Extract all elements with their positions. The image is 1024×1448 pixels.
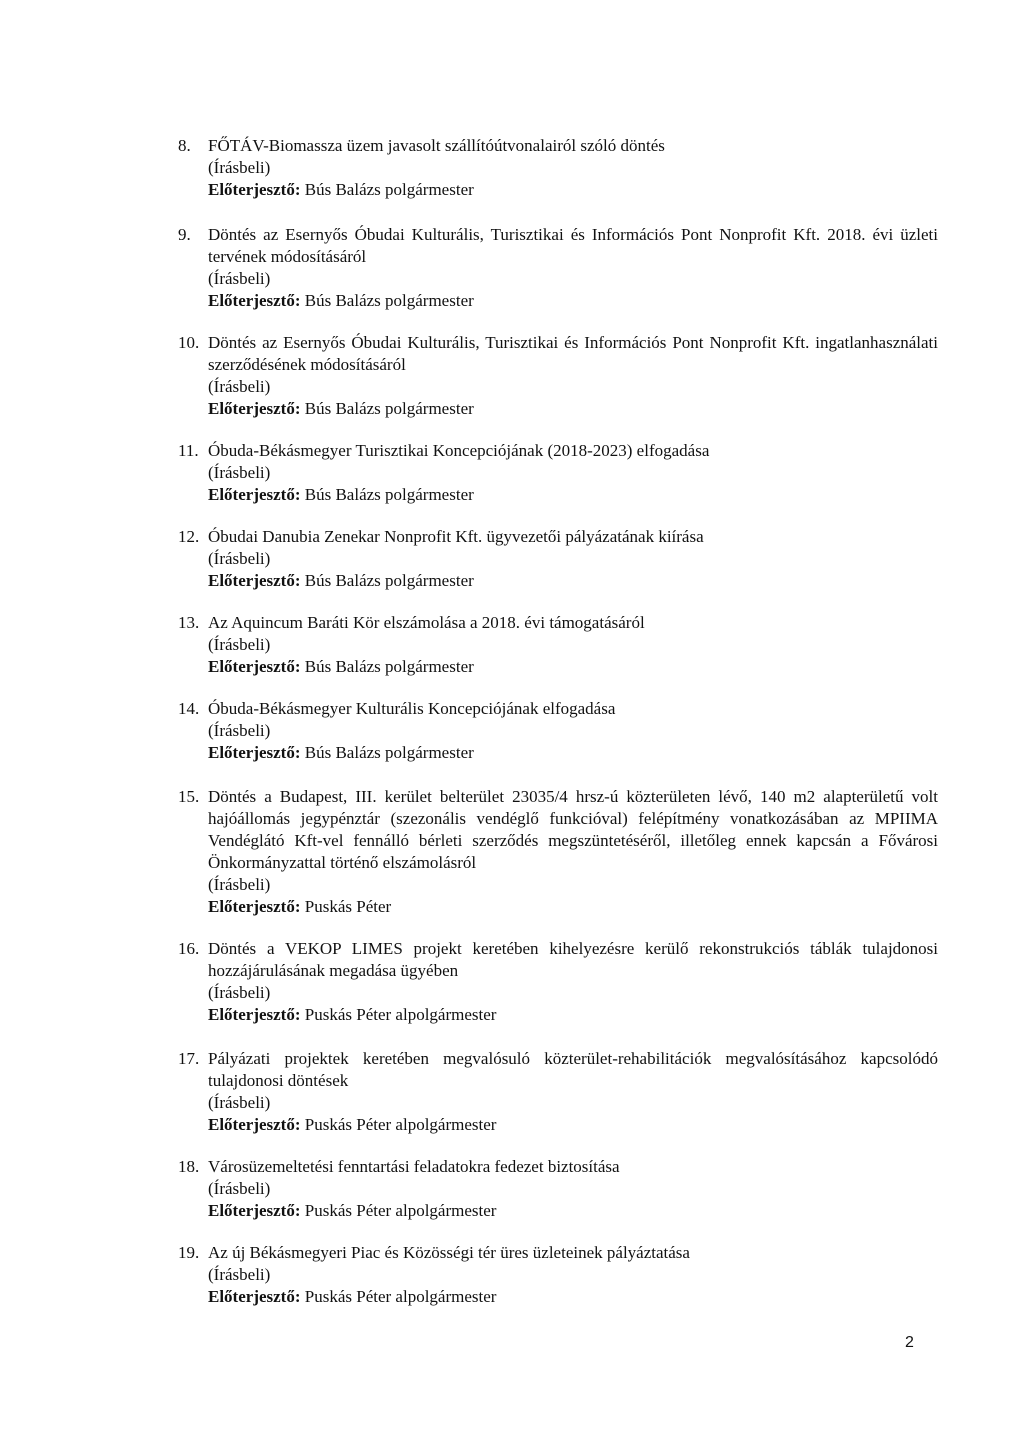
agenda-item-number: 16. [178,939,200,958]
agenda-item-18 [178,1156,938,1222]
agenda-item-title-text: Az új Békásmegyeri Piac és Közösségi tér üres üzleteinek pályáztatása [208,1243,690,1262]
agenda-item-presenter [178,484,938,506]
presenter-name: Bús Balázs polgármester [304,571,474,590]
presenter-label: Előterjesztő: [208,485,301,504]
agenda-item-type: (Írásbeli) [208,1265,271,1284]
agenda-item-type: (Írásbeli) [208,721,271,740]
presenter-label: Előterjesztő: [208,897,301,916]
agenda-item-presenter [178,290,938,312]
agenda-item-title-text: Városüzemeltetési fenntartási feladatokra fedezet biztosítása [208,1157,620,1176]
agenda-item-type: (Írásbeli) [208,1093,271,1112]
presenter-label: Előterjesztő: [208,1115,301,1134]
presenter-name: Bús Balázs polgármester [304,399,474,418]
agenda-item-title-text: Óbuda-Békásmegyer Kulturális Koncepciójának elfogadása [208,699,616,718]
agenda-item-presenter [178,1004,938,1026]
agenda-item-type: (Írásbeli) [208,875,271,894]
agenda-item-title [178,440,938,462]
agenda-item-title-text: Döntés az Esernyős Óbudai Kulturális, Turisztikai és Információs Pont Nonprofit Kft. ingatlanhasználati szerződésének módosításáról [208,333,938,374]
agenda-item-number: 12. [178,527,200,546]
agenda-item-title [178,332,938,376]
agenda-item-title [178,1242,938,1264]
agenda-item-presenter [178,1286,938,1308]
agenda-item-title [178,135,938,157]
agenda-item-title-text: Az Aquincum Baráti Kör elszámolása a 2018. évi támogatásáról [208,613,645,632]
agenda-item-number: 14. [178,699,200,718]
presenter-label: Előterjesztő: [208,571,301,590]
agenda-item-type: (Írásbeli) [208,269,271,288]
agenda-item-11 [178,440,938,506]
agenda-item-number: 15. [178,787,200,806]
agenda-item-title-text: Döntés a VEKOP LIMES projekt keretében kihelyezésre kerülő rekonstrukciós táblák tulajdonosi hozzájárulásának megadása ügyében [208,939,938,980]
presenter-label: Előterjesztő: [208,1287,301,1306]
agenda-item-title [178,698,938,720]
agenda-item-13 [178,612,938,678]
presenter-name: Puskás Péter alpolgármester [304,1115,497,1134]
presenter-name: Puskás Péter alpolgármester [304,1005,497,1024]
agenda-item-title-text: Döntés az Esernyős Óbudai Kulturális, Turisztikai és Információs Pont Nonprofit Kft. 2018. évi üzleti tervének módosításáról [208,225,938,266]
agenda-item-presenter [178,656,938,678]
agenda-item-title [178,1156,938,1178]
presenter-name: Puskás Péter alpolgármester [304,1201,497,1220]
agenda-item-number: 8. [178,136,191,155]
agenda-item-type: (Írásbeli) [208,549,271,568]
presenter-name: Bús Balázs polgármester [304,291,474,310]
presenter-name: Bús Balázs polgármester [304,657,474,676]
agenda-item-type: (Írásbeli) [208,1179,271,1198]
presenter-label: Előterjesztő: [208,291,301,310]
presenter-label: Előterjesztő: [208,180,301,199]
presenter-name: Bús Balázs polgármester [304,180,474,199]
agenda-item-type: (Írásbeli) [208,158,271,177]
agenda-item-number: 11. [178,441,199,460]
agenda-item-8 [178,135,938,201]
agenda-item-type: (Írásbeli) [208,377,271,396]
agenda-item-14 [178,698,938,764]
agenda-item-presenter [178,896,938,918]
agenda-item-number: 9. [178,225,191,244]
agenda-item-number: 13. [178,613,200,632]
agenda-item-number: 17. [178,1049,200,1068]
presenter-name: Puskás Péter [304,897,392,916]
agenda-item-title-text: Óbudai Danubia Zenekar Nonprofit Kft. ügyvezetői pályázatának kiírása [208,527,704,546]
presenter-name: Bús Balázs polgármester [304,743,474,762]
agenda-item-title-text: Döntés a Budapest, III. kerület belterület 23035/4 hrsz-ú közterületen lévő, 140 m2 alapterületű volt hajóállomás jegypénztár (szezonális vendéglő funkcióval) felépítmény vonatkozásában az MPIIMA Vendéglátó Kft-vel fennálló bérleti szerződés megszüntetéséről, illetőleg ennek kapcsán a Fővárosi Önkormányzattal történő elszámolásról [208,787,938,872]
presenter-label: Előterjesztő: [208,1005,301,1024]
agenda-item-presenter [178,398,938,420]
agenda-item-presenter [178,742,938,764]
agenda-item-presenter [178,570,938,592]
presenter-label: Előterjesztő: [208,743,301,762]
agenda-item-presenter [178,179,938,201]
agenda-item-number: 19. [178,1243,200,1262]
agenda-item-title [178,786,938,874]
agenda-item-title-text: Pályázati projektek keretében megvalósuló közterület-rehabilitációk megvalósításához kapcsolódó tulajdonosi döntések [208,1049,938,1090]
agenda-item-9 [178,224,938,312]
agenda-item-type: (Írásbeli) [208,635,271,654]
agenda-item-presenter [178,1114,938,1136]
agenda-item-type: (Írásbeli) [208,983,271,1002]
agenda-item-number: 10. [178,333,200,352]
presenter-label: Előterjesztő: [208,657,301,676]
agenda-item-12 [178,526,938,592]
presenter-label: Előterjesztő: [208,399,301,418]
presenter-name: Puskás Péter alpolgármester [304,1287,497,1306]
page-number: 2 [905,1334,914,1351]
agenda-item-19 [178,1242,938,1308]
agenda-item-title [178,612,938,634]
agenda-item-type: (Írásbeli) [208,463,271,482]
agenda-item-title [178,938,938,982]
agenda-item-title [178,526,938,548]
presenter-label: Előterjesztő: [208,1201,301,1220]
presenter-name: Bús Balázs polgármester [304,485,474,504]
agenda-item-10 [178,332,938,420]
agenda-item-title-text: Óbuda-Békásmegyer Turisztikai Koncepciójának (2018-2023) elfogadása [208,441,710,460]
agenda-item-15 [178,786,938,918]
agenda-item-title [178,224,938,268]
agenda-item-title-text: FŐTÁV-Biomassza üzem javasolt szállítóútvonalairól szóló döntés [208,136,665,155]
agenda-item-presenter [178,1200,938,1222]
agenda-item-17 [178,1048,938,1136]
agenda-item-number: 18. [178,1157,200,1176]
agenda-item-16 [178,938,938,1026]
agenda-item-title [178,1048,938,1092]
